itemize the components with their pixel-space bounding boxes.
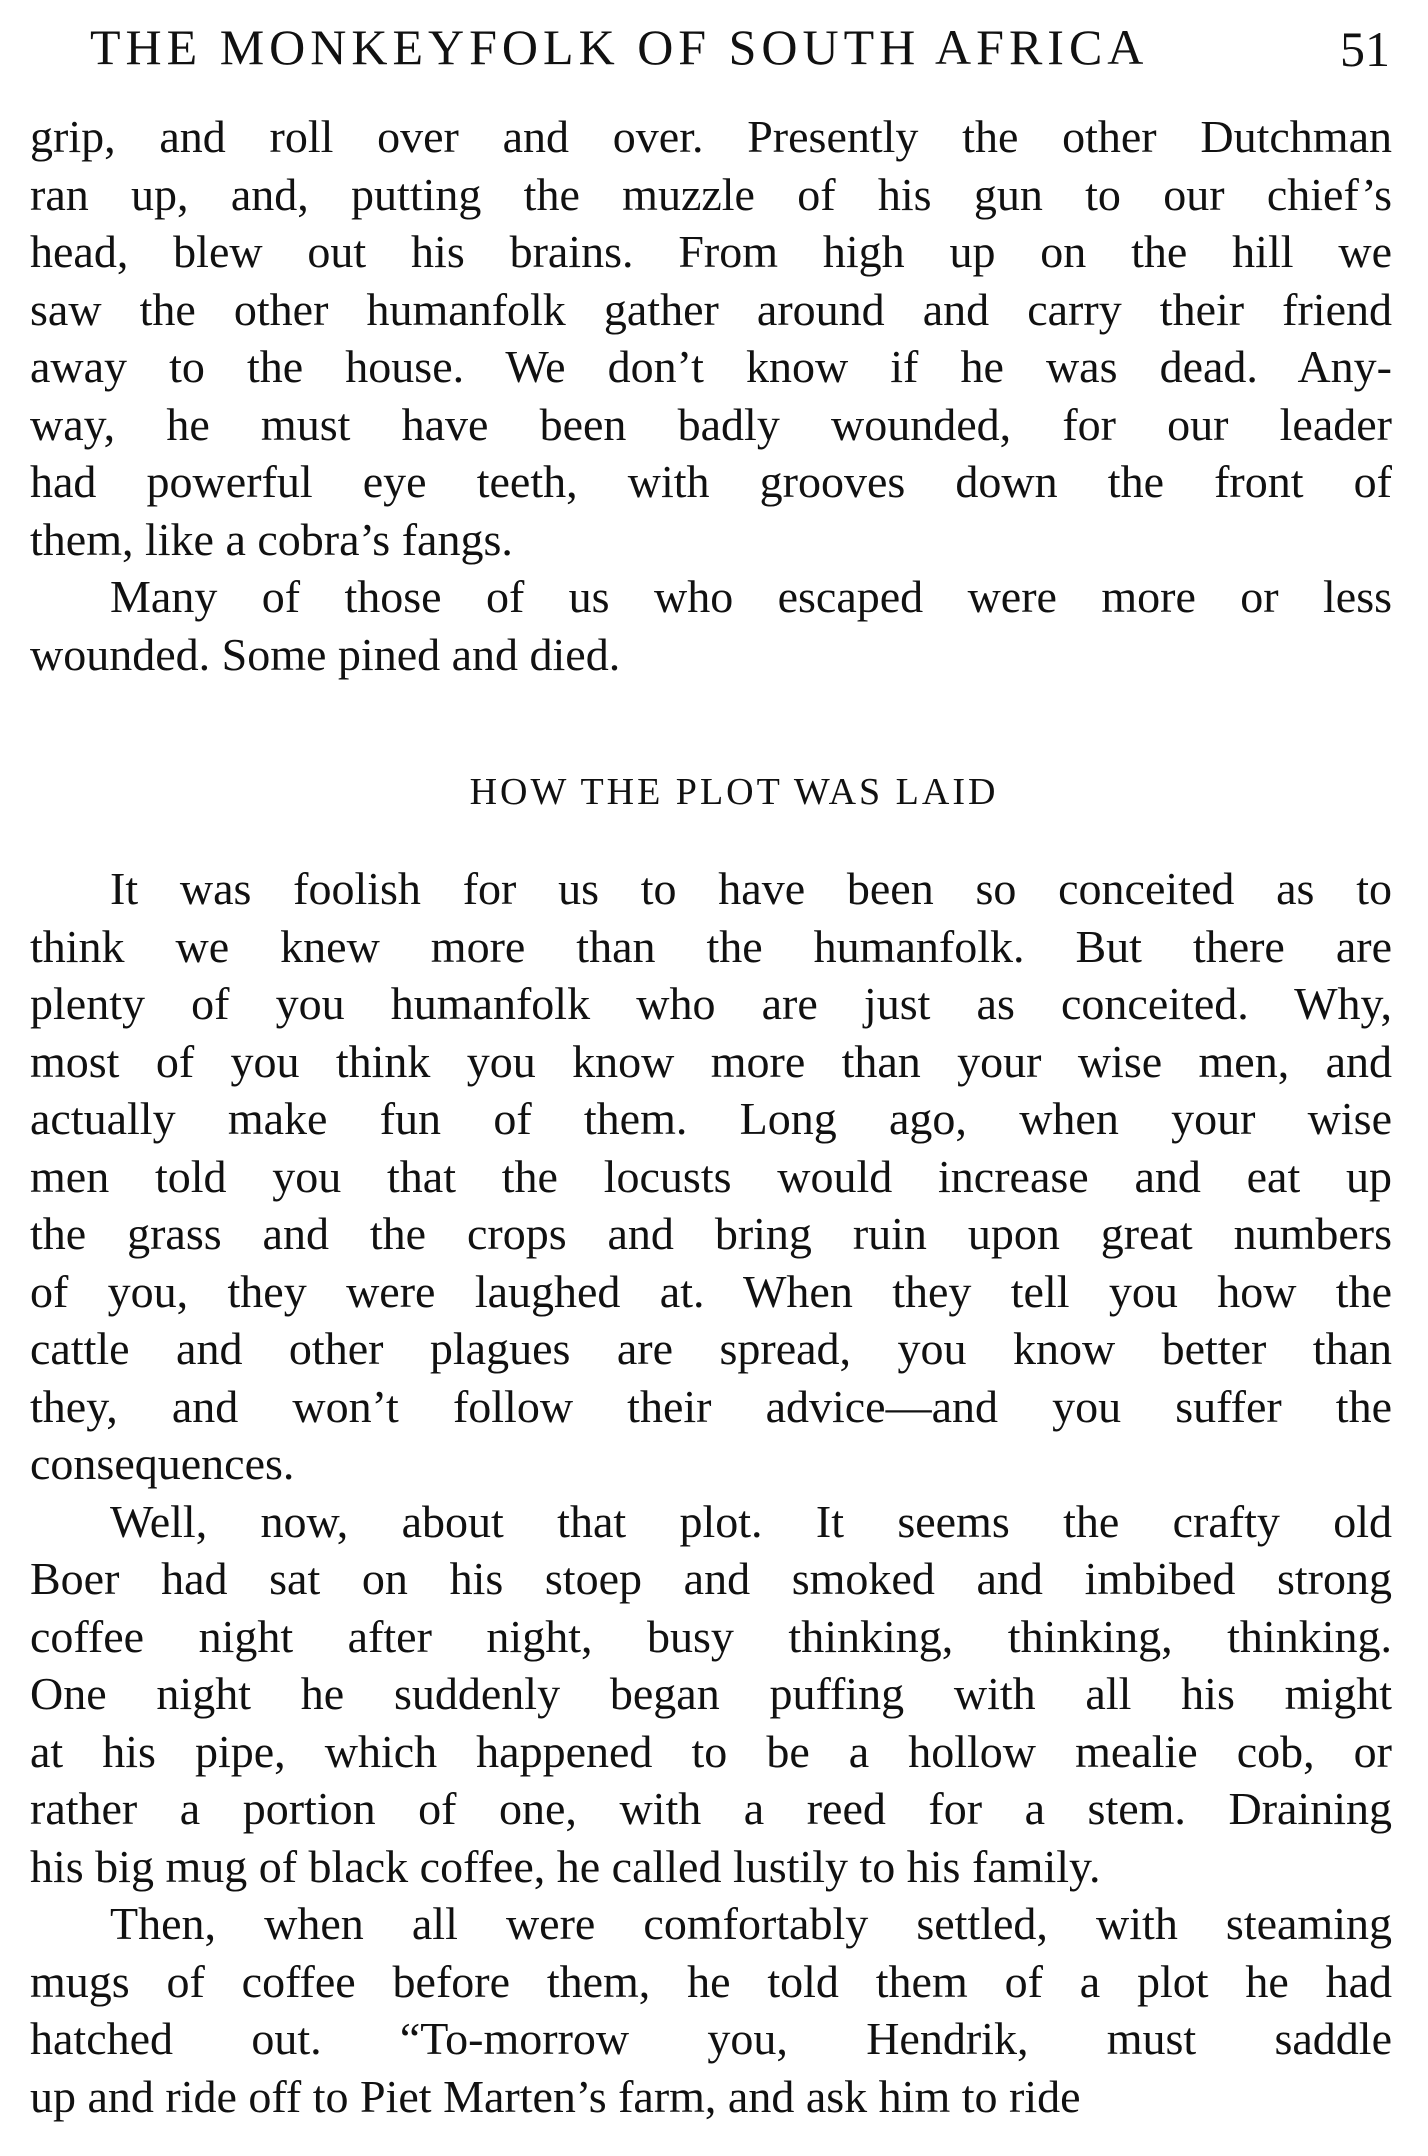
paragraph <box>30 860 1392 1493</box>
text-line: they, and won’t follow their advice—and you suffer the <box>30 1380 1392 1432</box>
text-line: rather a portion of one, with a reed for a stem. Draining <box>30 1783 1392 1834</box>
text-line: up and ride off to Piet Marten’s farm, and ask him to ride <box>30 2070 1081 2122</box>
text-line: plenty of you humanfolk who are just as conceited. Why, <box>30 978 1392 1029</box>
text-line: coffee night after night, busy thinking, thinking, thinking. <box>30 1610 1392 1662</box>
text-line: One night he suddenly began puffing with all his might <box>30 1668 1392 1719</box>
text-line: way, he must have been badly wounded, for our leader <box>30 398 1392 450</box>
text-line: actually make fun of them. Long ago, when your wise <box>30 1093 1392 1144</box>
text-block-before-heading <box>30 108 1392 683</box>
text-line: his big mug of black coffee, he called lustily to his family. <box>30 1840 1101 1892</box>
running-title: THE MONKEYFOLK OF SOUTH AFRICA <box>90 19 1149 75</box>
paragraph <box>30 108 1392 568</box>
text-line: the grass and the crops and bring ruin upon great numbers <box>30 1208 1392 1259</box>
text-line: hatched out. “To-morrow you, Hendrik, must saddle <box>30 2013 1392 2064</box>
text-line: think we knew more than the humanfolk. But there are <box>30 920 1392 972</box>
paragraph <box>30 1493 1392 1896</box>
text-line: grip, and roll over and over. Presently the other Dutchman <box>30 111 1392 162</box>
text-line: them, like a cobra’s fangs. <box>30 513 513 565</box>
page-number: 51 <box>1340 21 1390 77</box>
text-line: at his pipe, which happened to be a hollow mealie cob, or <box>30 1725 1392 1777</box>
text-line: Many of those of us who escaped were more or less <box>110 571 1392 622</box>
paragraph <box>30 568 1392 683</box>
text-line: cattle and other plagues are spread, you know better than <box>30 1323 1392 1374</box>
text-line: of you, they were laughed at. When they tell you how the <box>30 1265 1392 1317</box>
text-block-after-heading <box>30 860 1392 2125</box>
section-heading: HOW THE PLOT WAS LAID <box>469 771 999 813</box>
text-line: saw the other humanfolk gather around and carry their friend <box>30 283 1392 335</box>
text-line: away to the house. We don’t know if he was dead. Any- <box>30 341 1392 392</box>
running-head <box>90 18 1390 88</box>
text-line: consequences. <box>30 1438 295 1489</box>
text-line: Then, when all were comfortably settled, with steaming <box>110 1898 1392 1949</box>
text-line: Well, now, about that plot. It seems the crafty old <box>110 1495 1392 1547</box>
paragraph <box>30 1895 1392 2125</box>
text-line: most of you think you know more than your wise men, and <box>30 1035 1392 1087</box>
text-line: wounded. Some pined and died. <box>30 628 621 680</box>
text-line: ran up, and, putting the muzzle of his gun to our chief’s <box>30 168 1392 220</box>
text-line: men told you that the locusts would increase and eat up <box>30 1150 1392 1202</box>
text-line: had powerful eye teeth, with grooves down the front of <box>30 456 1392 507</box>
text-line: Boer had sat on his stoep and smoked and imbibed strong <box>30 1553 1392 1604</box>
text-line: head, blew out his brains. From high up on the hill we <box>30 226 1392 277</box>
text-line: It was foolish for us to have been so conceited as to <box>110 863 1392 914</box>
text-line: mugs of coffee before them, he told them of a plot he had <box>30 1955 1392 2007</box>
